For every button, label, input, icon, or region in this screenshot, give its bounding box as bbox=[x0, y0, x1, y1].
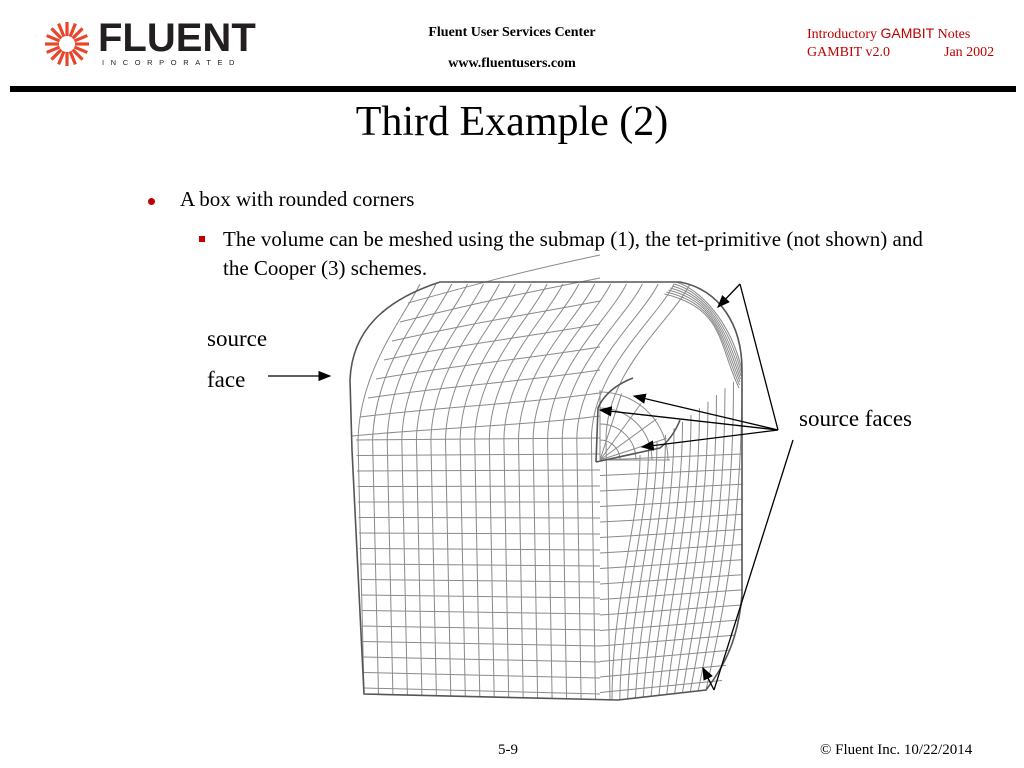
header-course-gambit: GAMBIT bbox=[880, 25, 935, 41]
slide-title: Third Example (2) bbox=[355, 99, 669, 145]
header-date: Jan 2002 bbox=[944, 45, 995, 60]
bullet-level-1: A box with rounded corners bbox=[180, 187, 415, 211]
mesh-grid bbox=[352, 255, 742, 700]
arrow-top-corner-head bbox=[718, 284, 740, 307]
arrow-top-corner bbox=[740, 284, 778, 430]
label-face: face bbox=[207, 367, 246, 392]
header-center-url: www.fluentusers.com bbox=[448, 56, 576, 71]
arrow-inner-1 bbox=[634, 396, 778, 430]
header-course-prefix: Introductory bbox=[807, 27, 881, 42]
label-source-faces: source faces bbox=[799, 406, 913, 431]
label-source: source bbox=[207, 326, 268, 351]
copyright: © Fluent Inc. 10/22/2014 bbox=[820, 742, 973, 758]
page-number: 5-9 bbox=[498, 742, 518, 758]
arrow-inner-2 bbox=[600, 410, 778, 430]
bullet-level-2: The volume can be meshed using the submap (1), the tet-primitive (not shown) and the Cooper (3) schemes. bbox=[223, 227, 923, 280]
arrow-bottom-corner bbox=[714, 440, 793, 690]
header-version: GAMBIT v2.0 bbox=[807, 45, 890, 60]
brand-subtitle: INCORPORATED bbox=[102, 58, 242, 67]
header-center-title: Fluent User Services Center bbox=[428, 25, 596, 40]
header-course-suffix: Notes bbox=[934, 27, 971, 42]
brand-name: FLUENT bbox=[98, 16, 256, 60]
